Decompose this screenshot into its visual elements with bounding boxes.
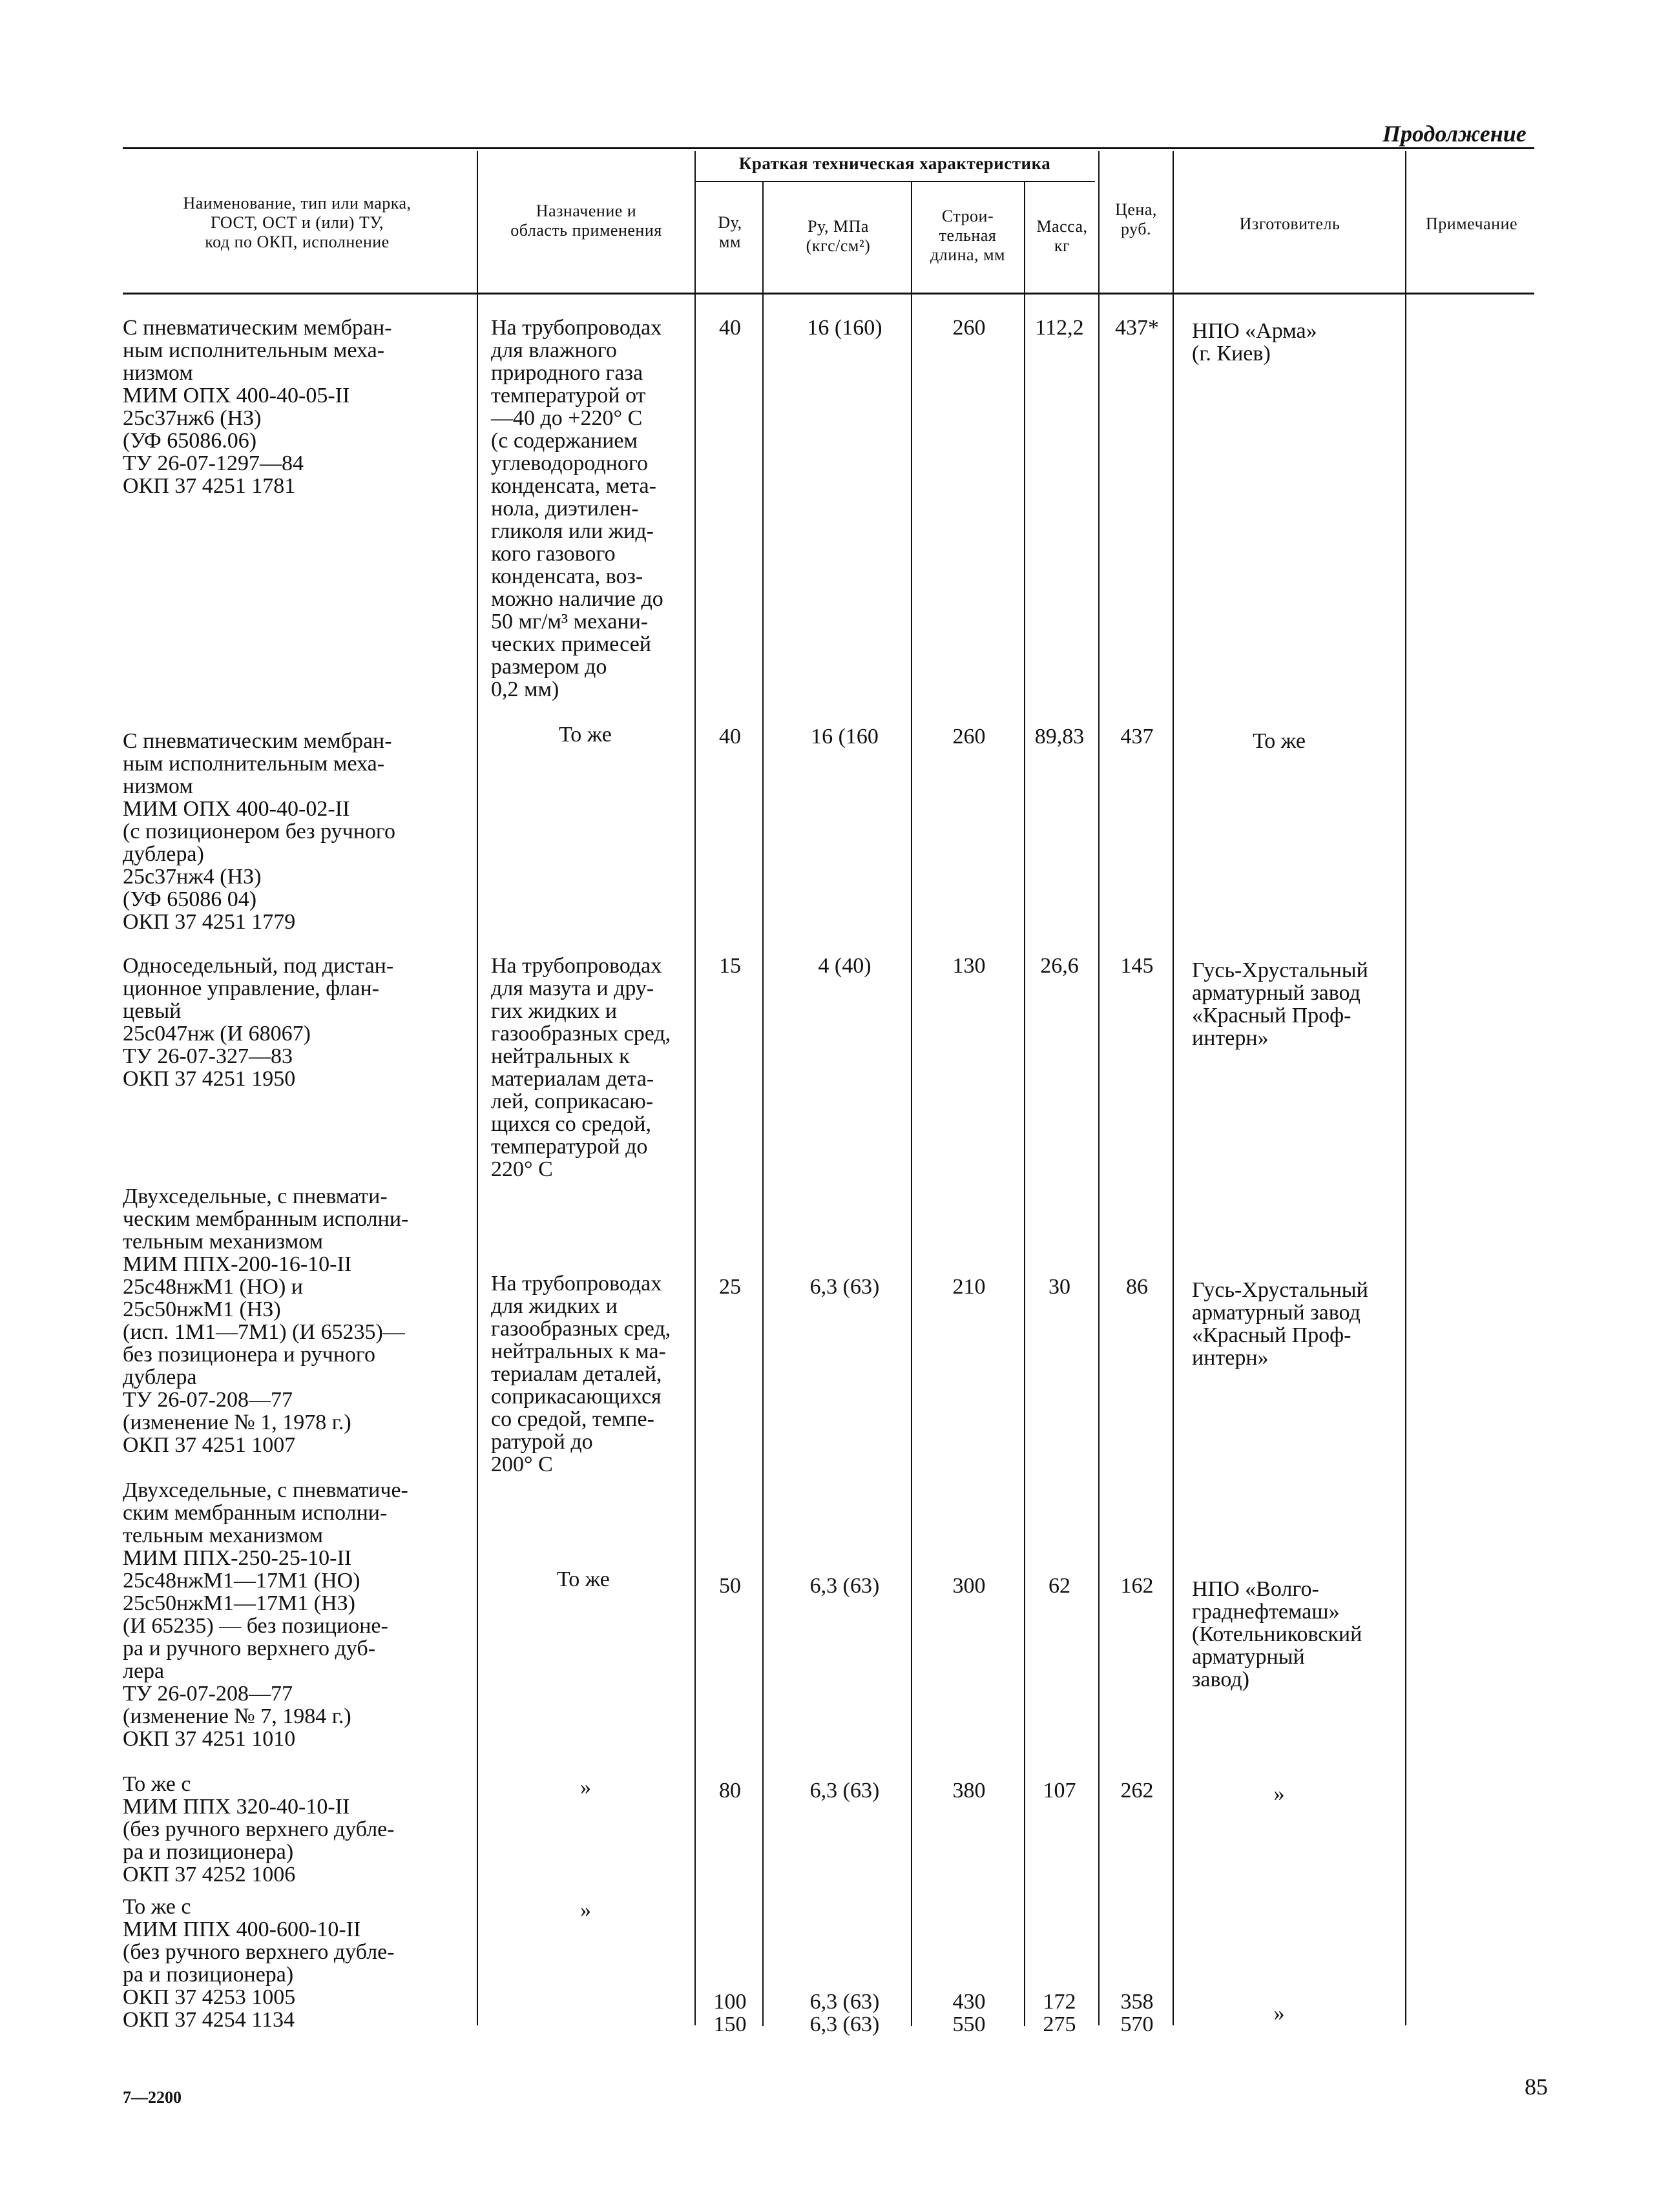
header-note: Примечание bbox=[1425, 214, 1518, 233]
row-2-price: 437 bbox=[1120, 725, 1154, 749]
row-4-purpose: На трубопроводах для жидких и газообразных сред, нейтральных к ма- териалам деталей, соприкасающихся со средой, темпе- ратурой до 200° С bbox=[491, 1272, 671, 1476]
row-1-purpose: На трубопроводах для влажного природного газа температурой от —40 до +220° С (с содержанием углеводородного конденсата, мета- нола, диэтилен- гликоля или жид- кого газового конденсата, воз- можно наличие до 50 мг/м³ механи- ческих примесей размером до 0,2 мм) bbox=[491, 316, 663, 701]
row-6-dn: 80 bbox=[719, 1779, 741, 1803]
row-1-py: 16 (160) bbox=[807, 316, 882, 340]
row-3-purpose: На трубопроводах для мазута и дру- гих жидких и газообразных сред, нейтральных к материалам дета- лей, соприкасаю- щихся со средой, температурой до 220° С bbox=[491, 954, 671, 1181]
row-4-dn: 25 bbox=[719, 1275, 741, 1299]
row-3-maker: Гусь-Хрустальный арматурный завод «Красный Проф- интерн» bbox=[1192, 958, 1368, 1050]
row-1-dn: 40 bbox=[719, 316, 741, 340]
row-7-name: То же с МИМ ППХ 400-600-10-II (без ручного верхнего дубле- ра и позиционера) ОКП 37 4253 1005 ОКП 37 4254 1134 bbox=[123, 1895, 395, 2032]
row-4-mass: 30 bbox=[1048, 1275, 1070, 1299]
row-5-purpose: То же bbox=[557, 1567, 610, 1591]
col-sep-1 bbox=[477, 151, 478, 2025]
row-1-maker: НПО «Арма» (г. Киев) bbox=[1192, 319, 1317, 366]
row-2-name: С пневматическим мембран- ным исполнительным меха- низмом МИМ ОПХ 400-40-02-II (с позиционером без ручного дублера) 25с37нж4 (НЗ) (УФ 65086 04) ОКП 37 4251 1779 bbox=[123, 729, 396, 934]
row-2-length: 260 bbox=[952, 725, 986, 749]
row-4-maker: Гусь-Хрустальный арматурный завод «Красный Проф- интерн» bbox=[1192, 1278, 1368, 1370]
row-5-mass: 62 bbox=[1048, 1574, 1070, 1598]
row-6-mass: 107 bbox=[1043, 1779, 1076, 1803]
row-3-length: 130 bbox=[952, 954, 986, 978]
col-sep-3 bbox=[762, 182, 764, 2026]
row-2-py: 16 (160 bbox=[811, 725, 879, 749]
row-3-name: Односедельный, под дистан- ционное управление, флан- цевый 25с047нж (И 68067) ТУ 26-07-327—83 ОКП 37 4251 1950 bbox=[123, 954, 394, 1091]
row-7-dn: 100 150 bbox=[713, 1990, 747, 2036]
row-3-dn: 15 bbox=[719, 954, 741, 978]
row-6-py: 6,3 (63) bbox=[809, 1779, 880, 1803]
col-sep-5 bbox=[1024, 182, 1025, 2026]
row-6-maker: » bbox=[1273, 1782, 1285, 1806]
page-number: 85 bbox=[1525, 2074, 1548, 2100]
header-name: Наименование, тип или марка, ГОСТ, ОСТ и (или) ТУ, код по ОКП, исполнение bbox=[183, 194, 412, 251]
row-5-maker: НПО «Волго- граднефтемаш» (Котельниковский арматурный завод) bbox=[1192, 1577, 1362, 1691]
row-7-mass: 172 275 bbox=[1043, 1990, 1076, 2036]
row-6-length: 380 bbox=[952, 1779, 986, 1803]
row-4-price: 86 bbox=[1126, 1275, 1148, 1299]
row-4-py: 6,3 (63) bbox=[809, 1275, 880, 1299]
header-bottom-rule bbox=[123, 293, 1534, 295]
row-7-py: 6,3 (63) 6,3 (63) bbox=[809, 1990, 880, 2036]
header-maker: Изготовитель bbox=[1239, 214, 1340, 233]
row-2-dn: 40 bbox=[719, 725, 741, 749]
row-6-purpose: » bbox=[580, 1775, 591, 1799]
row-7-purpose: » bbox=[580, 1898, 591, 1922]
row-4-length: 210 bbox=[952, 1275, 986, 1299]
row-2-maker: То же bbox=[1253, 729, 1306, 753]
row-1-price: 437* bbox=[1115, 316, 1159, 340]
header-tech-group: Краткая техническая характеристика bbox=[738, 154, 1051, 173]
row-7-maker: » bbox=[1273, 2001, 1285, 2025]
header-py: Pу, МПа (кгс/см²) bbox=[806, 217, 871, 255]
header-purpose: Назначение и область применения bbox=[510, 202, 662, 240]
table-top-rule bbox=[123, 147, 1534, 149]
row-5-py: 6,3 (63) bbox=[809, 1574, 880, 1598]
footer-code: 7—2200 bbox=[123, 2088, 182, 2107]
row-3-py: 4 (40) bbox=[818, 954, 871, 978]
header-mass: Масса, кг bbox=[1036, 217, 1088, 255]
row-7-length: 430 550 bbox=[952, 1990, 986, 2036]
col-sep-2 bbox=[694, 151, 696, 2025]
row-2-purpose: То же bbox=[559, 723, 612, 747]
col-sep-6 bbox=[1098, 151, 1100, 2025]
row-5-price: 162 bbox=[1120, 1574, 1154, 1598]
row-5-name: Двухседельные, с пневматиче- ским мембранным исполни- тельным механизмом МИМ ППХ-250-25-10-II 25с48нжМ1—17М1 (НО) 25с50нжМ1—17М1 (НЗ) (И 65235) — без позиционе- ра и ручного верхнего дуб- лера ТУ 26-07-208—77 (изменение № 7, 1984 г.) ОКП 37 4251 1010 bbox=[123, 1478, 408, 1751]
col-sep-7 bbox=[1173, 151, 1174, 2025]
row-6-name: То же с МИМ ППХ 320-40-10-II (без ручного верхнего дубле- ра и позиционера) ОКП 37 4252 1006 bbox=[123, 1772, 395, 1886]
row-1-length: 260 bbox=[952, 316, 986, 340]
row-6-price: 262 bbox=[1120, 1779, 1154, 1803]
header-price: Цена, руб. bbox=[1115, 200, 1157, 238]
row-4-name: Двухседельные, с пневмати- ческим мембранным исполни- тельным механизмом МИМ ППХ-200-16-10-II 25с48нжМ1 (НО) и 25с50нжМ1 (НЗ) (исп. 1М1—7М1) (И 65235)— без позиционера и ручного дублера ТУ 26-07-208—77 (изменение № 1, 1978 г.) ОКП 37 4251 1007 bbox=[123, 1184, 409, 1457]
row-3-mass: 26,6 bbox=[1040, 954, 1079, 978]
row-5-length: 300 bbox=[952, 1574, 986, 1598]
row-5-dn: 50 bbox=[719, 1574, 741, 1598]
row-2-mass: 89,83 bbox=[1034, 725, 1085, 749]
row-3-price: 145 bbox=[1120, 954, 1154, 978]
group-header-rule bbox=[694, 181, 1095, 182]
continuation-label: Продолжение bbox=[1382, 121, 1527, 147]
header-length: Строи- тельная длина, мм bbox=[930, 207, 1005, 264]
row-1-mass: 112,2 bbox=[1035, 316, 1084, 340]
row-7-price: 358 570 bbox=[1120, 1990, 1154, 2036]
header-dn: Dу, мм bbox=[718, 213, 742, 251]
row-1-name: С пневматическим мембран- ным исполнительным меха- низмом МИМ ОПХ 400-40-05-II 25с37нж6 (НЗ) (УФ 65086.06) ТУ 26-07-1297—84 ОКП 37 4251 1781 bbox=[123, 316, 392, 498]
col-sep-8 bbox=[1405, 151, 1406, 2025]
col-sep-4 bbox=[911, 182, 912, 2026]
